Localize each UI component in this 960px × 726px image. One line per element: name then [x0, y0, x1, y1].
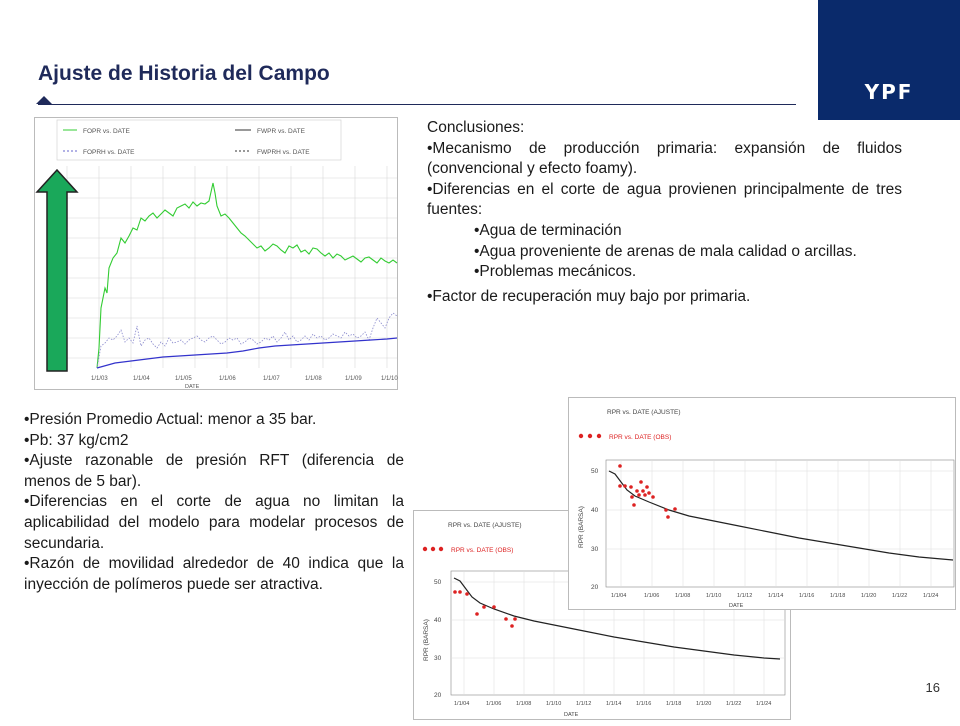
series-fopr	[97, 183, 397, 368]
xtick: 1/1/16	[636, 701, 652, 707]
legend-fwpr: FWPR vs. DATE	[257, 128, 305, 135]
series-rpr-obs	[453, 590, 517, 628]
xtick: 1/1/10	[706, 593, 722, 599]
legend-fopr: FOPR vs. DATE	[83, 128, 130, 135]
ytick: 20	[591, 584, 599, 591]
rpr-upper-grid	[606, 460, 954, 587]
conclusions-heading: Conclusiones:	[427, 119, 525, 136]
conclusion-item: •Diferencias en el corte de agua provienen principalmente de tres fuentes:	[427, 180, 902, 219]
legend-obs-dots-icon	[579, 434, 601, 438]
ytick: 50	[434, 579, 442, 586]
xtick: 1/1/04	[454, 701, 470, 707]
note-item: •Presión Promedio Actual: menor a 35 bar.	[24, 411, 317, 428]
x-axis-label: DATE	[564, 712, 579, 718]
conclusions-block	[427, 118, 902, 307]
legend-obs-dots-icon	[423, 547, 443, 551]
title-divider	[38, 104, 796, 105]
tick-2009: 1/1/09	[345, 376, 362, 382]
conclusion-item: •Mecanismo de producción primaria: expansión de fluidos (convencional y efecto foamy).	[427, 139, 902, 178]
note-item: •Razón de movilidad alrededor de 40 indica que la inyección de polímeros puede ser atractiva.	[24, 555, 404, 593]
xtick: 1/1/18	[666, 701, 682, 707]
rpr-upper-yticks	[591, 468, 599, 591]
xtick: 1/1/20	[861, 593, 877, 599]
xtick: 1/1/18	[830, 593, 846, 599]
up-arrow-icon	[35, 168, 79, 373]
tick-2006: 1/1/06	[219, 376, 236, 382]
xtick: 1/1/08	[675, 593, 691, 599]
ytick: 30	[591, 546, 599, 553]
legend-obs: RPR vs. DATE (OBS)	[609, 434, 672, 441]
xtick: 1/1/20	[696, 701, 712, 707]
tick-2005: 1/1/05	[175, 376, 192, 382]
production-chart	[34, 117, 398, 390]
xtick: 1/1/22	[726, 701, 742, 707]
y-axis-label: RPR (BARSA)	[578, 506, 585, 548]
tick-2007: 1/1/07	[263, 376, 280, 382]
title-marker-icon	[36, 96, 52, 104]
xtick: 1/1/10	[546, 701, 562, 707]
xtick: 1/1/08	[516, 701, 532, 707]
ytick: 40	[434, 617, 442, 624]
tick-2003: 1/1/03	[91, 376, 108, 382]
conclusion-subitem: •Agua de terminación	[474, 222, 622, 240]
series-fwpr	[97, 338, 397, 368]
ytick: 40	[591, 507, 599, 514]
x-axis-label: DATE	[185, 384, 200, 390]
rpr-lower-xticks	[454, 701, 771, 707]
rpr-upper-xticks	[611, 593, 938, 599]
chart-grid	[67, 166, 397, 368]
series-rpr-ajuste	[609, 471, 953, 560]
xtick: 1/1/14	[606, 701, 622, 707]
pressure-notes	[24, 410, 404, 595]
xtick: 1/1/22	[892, 593, 908, 599]
conclusion-item: •Factor de recuperación muy bajo por primaria.	[427, 287, 751, 305]
chart-legend	[57, 120, 341, 160]
rpr-lower-yticks	[434, 579, 442, 699]
note-item: •Pb: 37 kg/cm2	[24, 431, 129, 449]
xtick: 1/1/14	[768, 593, 784, 599]
rpr-chart-upper	[568, 397, 956, 610]
series-rpr-obs	[618, 464, 677, 519]
ytick: 50	[591, 468, 599, 475]
legend-ajuste: RPR vs. DATE (AJUSTE)	[448, 522, 522, 529]
production-chart-svg	[35, 118, 399, 391]
conclusion-subitem: •Agua proveniente de arenas de mala calidad o arcillas.	[474, 242, 857, 260]
xtick: 1/1/24	[756, 701, 772, 707]
ytick: 20	[434, 692, 442, 699]
page-title: Ajuste de Historia del Campo	[38, 62, 330, 85]
legend-fwprh: FWPRH vs. DATE	[257, 149, 310, 156]
conclusion-subitem: •Problemas mecánicos.	[474, 263, 637, 281]
rpr-chart-upper-svg	[569, 398, 957, 611]
x-ticks	[91, 376, 398, 382]
ytick: 30	[434, 655, 442, 662]
note-item: •Diferencias en el corte de agua no limitan la aplicabilidad del modelo para modelar procesos de secundaria.	[24, 493, 404, 552]
tick-2008: 1/1/08	[305, 376, 322, 382]
xtick: 1/1/06	[644, 593, 660, 599]
xtick: 1/1/12	[576, 701, 592, 707]
xtick: 1/1/06	[486, 701, 502, 707]
logo-text: YPF	[864, 80, 914, 104]
xtick: 1/1/16	[799, 593, 815, 599]
y-axis-label: RPR (BARSA)	[423, 619, 430, 661]
xtick: 1/1/12	[737, 593, 753, 599]
x-axis-label: DATE	[729, 603, 744, 609]
tick-2004: 1/1/04	[133, 376, 150, 382]
xtick: 1/1/24	[923, 593, 939, 599]
legend-obs: RPR vs. DATE (OBS)	[451, 547, 514, 554]
page-number: 16	[925, 680, 940, 695]
legend-ajuste: RPR vs. DATE (AJUSTE)	[607, 409, 681, 416]
legend-foprh: FOPRH vs. DATE	[83, 149, 135, 156]
ypf-logo	[818, 0, 960, 120]
tick-2010: 1/1/10	[381, 376, 398, 382]
note-item: •Ajuste razonable de presión RFT (diferencia de menos de 5 bar).	[24, 452, 404, 490]
xtick: 1/1/04	[611, 593, 627, 599]
